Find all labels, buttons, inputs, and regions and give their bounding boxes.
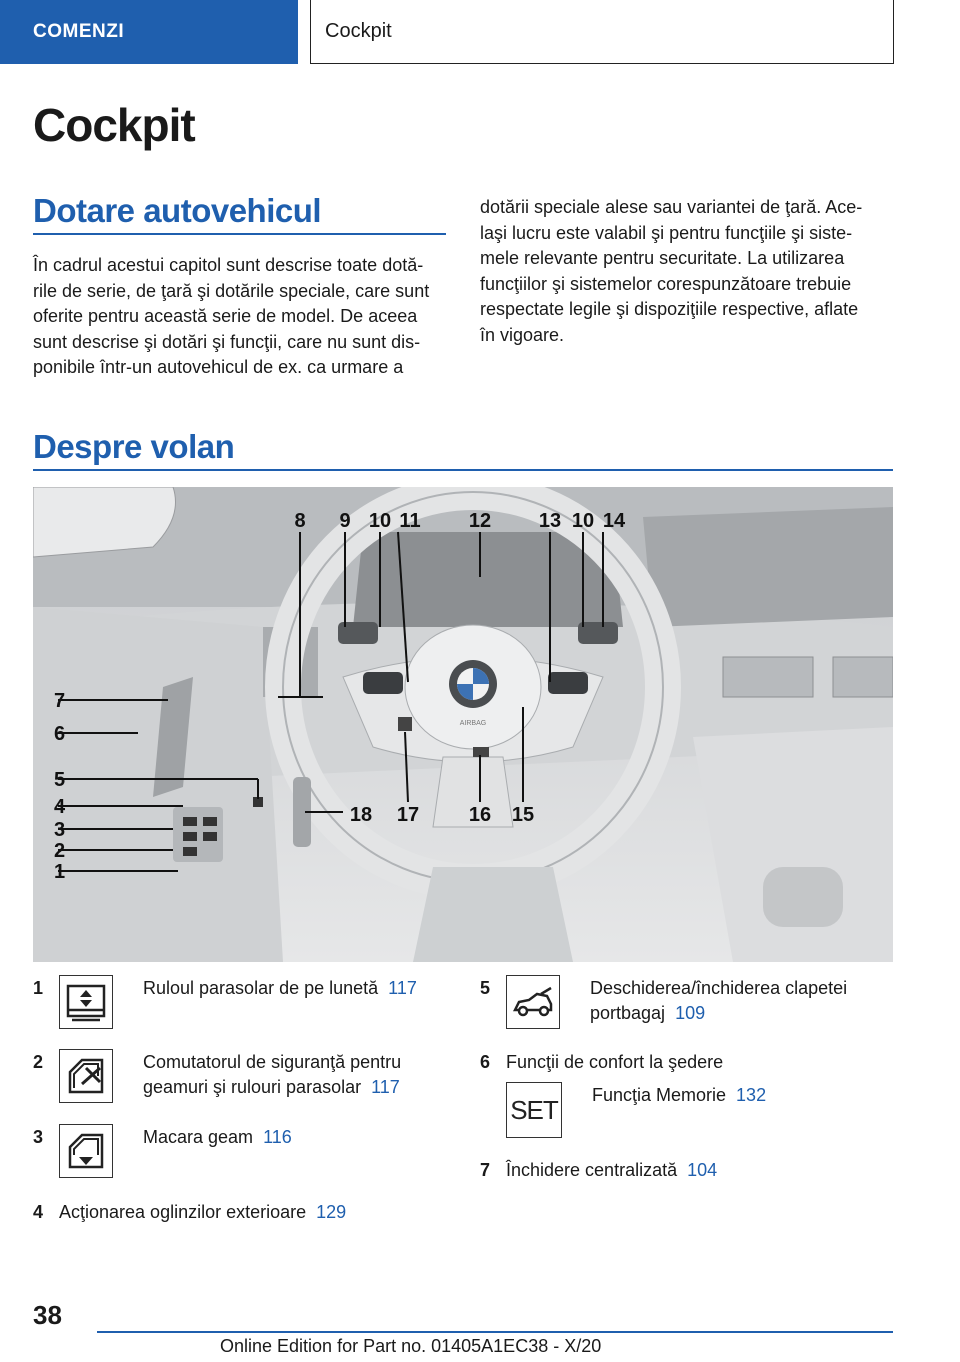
item-label: geamuri şi rulouri parasolar (143, 1077, 362, 1097)
text-line: rile de serie, de ţară şi dotările speciale, care sunt (33, 280, 430, 301)
callout-2: 2 (54, 840, 66, 862)
item-label: Funcţia Memorie (592, 1085, 727, 1105)
callout-11: 11 (399, 510, 421, 532)
legend-item-6 (480, 1049, 723, 1075)
window-safety-switch-icon (59, 1049, 113, 1103)
item-label: Închidere centralizată (506, 1160, 678, 1180)
page-link[interactable]: 109 (675, 1003, 706, 1023)
legend-subitem-memory (506, 1082, 766, 1138)
item-number: 4 (33, 1202, 44, 1222)
callout-13: 13 (538, 510, 562, 532)
callout-18: 18 (349, 804, 373, 826)
legend-item-3 (33, 1124, 292, 1178)
section-heading-equipment: Dotare autovehicul (33, 192, 322, 229)
callout-8: 8 (294, 510, 306, 532)
text-line: funcţiilor şi sistemelor corespunzătoare trebuie (480, 273, 852, 294)
item-label: Ruloul parasolar de pe lunetă (143, 978, 379, 998)
section-tab (0, 0, 298, 64)
item-label: Acţionarea oglinzilor exterioare (59, 1202, 307, 1222)
page-link[interactable]: 104 (687, 1160, 718, 1180)
item-label: Comutatorul de siguranţă pentru (143, 1052, 402, 1072)
text-line: dotării speciale alese sau variantei de ţară. Ace- (480, 197, 863, 217)
legend-item-1 (33, 975, 417, 1029)
cockpit-illustration (33, 487, 893, 962)
legend-item-7 (480, 1157, 717, 1183)
item-label: Macara geam (143, 1127, 254, 1147)
callout-6: 6 (54, 723, 66, 745)
text-line: respectate legile şi dispoziţiile respective, aflate (480, 299, 859, 319)
chapter-header (310, 0, 894, 64)
legend-item-2 (33, 1049, 401, 1103)
text-line: sunt descrise şi dotări şi funcţii, care nu sunt dis- (33, 331, 421, 352)
text-line: oferite pentru această serie de model. De aceea (33, 306, 418, 326)
text-line: În cadrul acestui capitol sunt descrise toate dotă- (33, 255, 424, 275)
page-title: Cockpit (33, 99, 195, 151)
callout-7: 7 (54, 690, 66, 712)
section-label: COMENZI (33, 21, 125, 42)
text-line: mele relevante pentru securitate. La utilizarea (480, 248, 845, 268)
heading-rule (33, 469, 893, 471)
cockpit-photo (33, 487, 893, 962)
item-label: Funcţii de confort la şedere (506, 1052, 724, 1072)
item-number: 1 (33, 978, 44, 998)
page-link[interactable]: 116 (263, 1127, 292, 1147)
text-line: laşi lucru este valabil şi pentru funcţiile şi siste- (480, 222, 853, 243)
callout-16: 16 (468, 804, 492, 826)
footer-rule (97, 1331, 893, 1333)
page-link[interactable]: 129 (316, 1202, 347, 1222)
text-line: în vigoare. (480, 324, 565, 345)
callout-12: 12 (468, 510, 492, 532)
callout-10b: 10 (571, 510, 595, 532)
legend-item-4 (33, 1199, 346, 1225)
page-link[interactable]: 117 (371, 1077, 400, 1097)
item-label: portbagaj (590, 1003, 666, 1023)
page-link[interactable]: 132 (736, 1085, 767, 1105)
callout-5: 5 (54, 769, 66, 791)
legend-item-5 (480, 975, 847, 1029)
page-number: 38 (33, 1300, 62, 1330)
callout-10: 10 (368, 510, 392, 532)
heading-rule (33, 233, 446, 235)
set-icon-text: SET (510, 1094, 558, 1125)
callout-4: 4 (54, 796, 66, 818)
callout-17: 17 (396, 804, 420, 826)
callout-14: 14 (602, 510, 626, 532)
airbag-label: AIRBAG (459, 720, 487, 727)
intro-column-1 (33, 253, 453, 381)
page-link[interactable]: 117 (388, 978, 417, 998)
item-number: 7 (480, 1160, 491, 1180)
callout-1: 1 (54, 861, 66, 883)
item-number: 2 (33, 1052, 44, 1072)
callout-9: 9 (339, 510, 351, 532)
item-number: 6 (480, 1052, 491, 1072)
trunk-lid-icon (506, 975, 560, 1029)
section-heading-steering: Despre volan (33, 428, 235, 465)
footer-edition: Online Edition for Part no. 01405A1EC38 - X/20 (220, 1336, 602, 1356)
callout-3: 3 (54, 819, 66, 841)
set-memory-icon (506, 1082, 562, 1138)
chapter-label: Cockpit (325, 20, 392, 42)
item-label: Deschiderea/închiderea clapetei (590, 978, 848, 998)
text-line: ponibile într-un autovehicul de ex. ca urmare a (33, 357, 404, 377)
callout-15: 15 (511, 804, 535, 826)
item-number: 3 (33, 1127, 44, 1147)
power-window-icon (59, 1124, 113, 1178)
item-number: 5 (480, 978, 491, 998)
intro-column-2 (480, 195, 900, 348)
sunblind-rear-icon (59, 975, 113, 1029)
